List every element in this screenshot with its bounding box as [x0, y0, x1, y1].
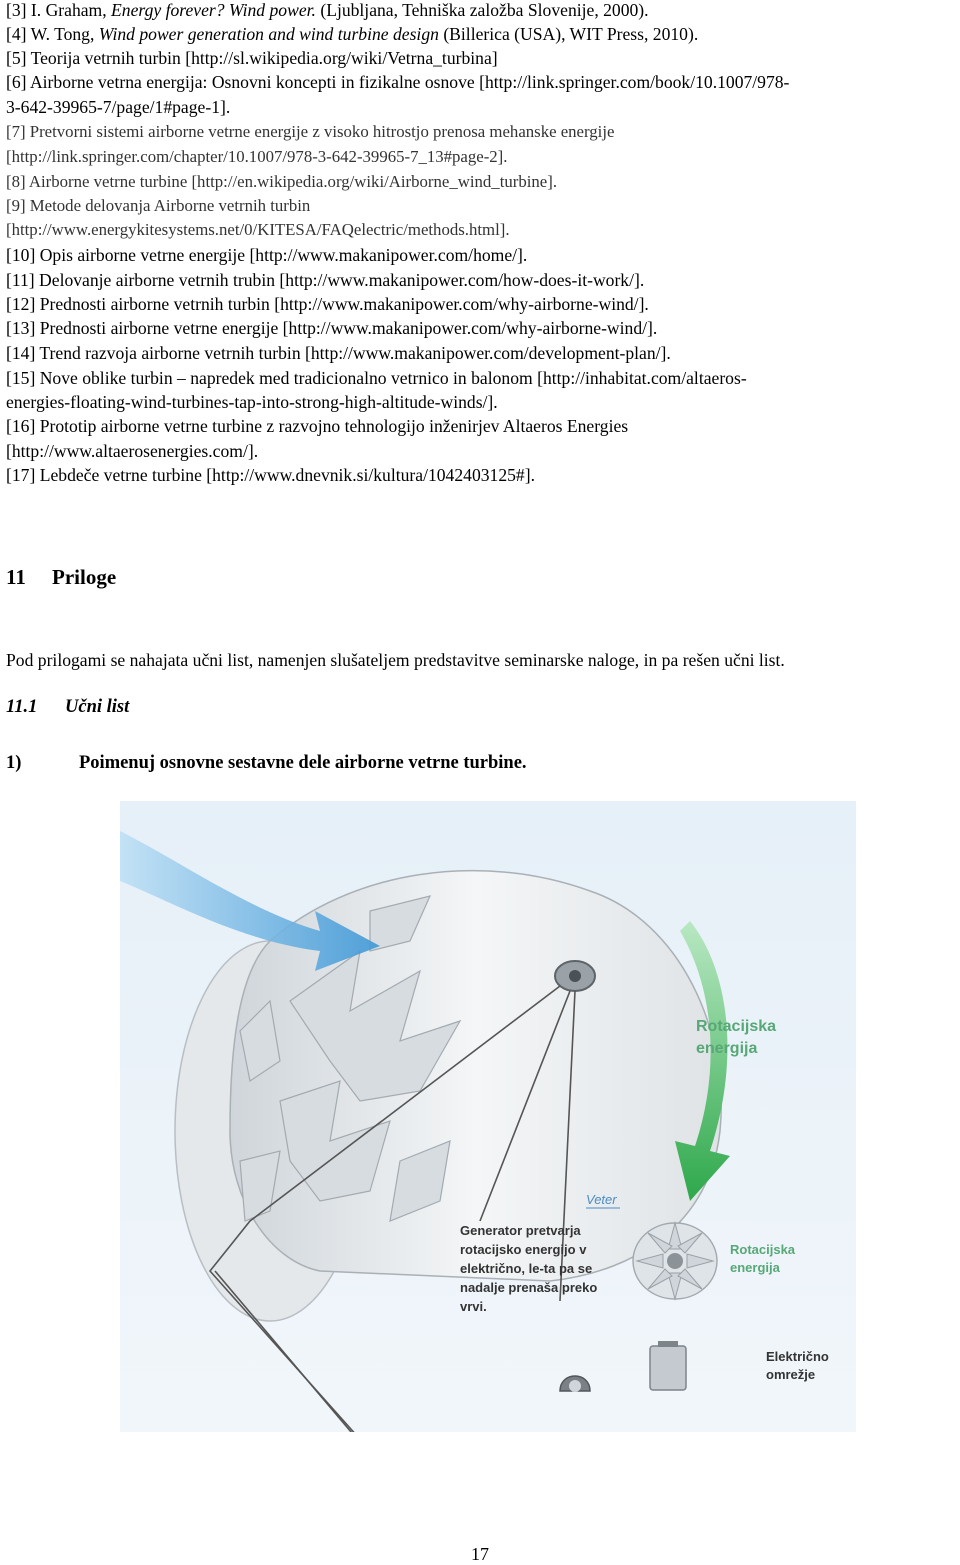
generator-text-line-1: Generator pretvarja: [460, 1223, 581, 1238]
electric-grid-label-1: Električno: [766, 1349, 829, 1364]
reference-6: [6] Airborne vetrna energija: Osnovni koncepti in fizikalne osnove [http://link.springer.com/book/10.1007/978-: [6, 72, 790, 92]
rotational-energy-small-label-1: Rotacijska: [730, 1242, 796, 1257]
reference-16-cont: [http://www.altaerosenergies.com/].: [6, 441, 259, 461]
reference-5: [5] Teorija vetrnih turbin [http://sl.wikipedia.org/wiki/Vetrna_turbina]: [6, 48, 498, 68]
reference-6-cont: 3-642-39965-7/page/1#page-1].: [6, 97, 231, 117]
battery-icon: [650, 1341, 686, 1390]
reference-9: [9] Metode delovanja Airborne vetrnih turbin: [6, 196, 311, 215]
generator-text-line-4: nadalje prenaša preko: [460, 1280, 598, 1295]
section-heading: 11 Priloge: [6, 565, 117, 589]
rotational-energy-label-1: Rotacijska: [696, 1018, 777, 1035]
reference-7: [7] Pretvorni sistemi airborne vetrne energije z visoko hitrostjo prenosa mehanske energije: [6, 122, 615, 141]
rotational-energy-label-2: energija: [696, 1040, 758, 1057]
reference-14: [14] Trend razvoja airborne vetrnih turbin [http://www.makanipower.com/development-plan/].: [6, 343, 671, 363]
generator-text-line-2: rotacijsko energijo v: [460, 1242, 587, 1257]
reference-17: [17] Lebdeče vetrne turbine [http://www.dnevnik.si/kultura/1042403125#].: [6, 465, 535, 485]
subsection-heading: 11.1 Učni list: [6, 697, 130, 717]
electric-grid-label-2: omrežje: [766, 1367, 816, 1382]
generator-text-line-5: vrvi.: [460, 1299, 487, 1314]
page-number: 17: [471, 1544, 489, 1564]
intro-paragraph: Pod prilogami se nahajata učni list, namenjen slušateljem predstavitve seminarske naloge, in pa rešen učni list.: [6, 650, 785, 670]
question-1: 1) Poimenuj osnovne sestavne dele airborne vetrne turbine.: [6, 753, 527, 773]
reference-11: [11] Delovanje airborne vetrnih trubin [http://www.makanipower.com/how-does-it-work/].: [6, 270, 645, 290]
reference-7-cont: [http://link.springer.com/chapter/10.1007/978-3-642-39965-7_13#page-2].: [6, 147, 508, 166]
reference-15: [15] Nove oblike turbin – napredek med tradicionalno vetrnico in balonom [http://inhabitat.com/altaeros-: [6, 368, 747, 388]
turbine-diagram-svg: [120, 801, 856, 1432]
reference-4: [4] W. Tong, Wind power generation and wind turbine design (Billerica (USA), WIT Press, 2010).: [6, 24, 699, 44]
wind-label: Veter: [586, 1192, 617, 1207]
generator-text-line-3: električno, le-ta pa se: [460, 1261, 593, 1276]
reference-15-cont: energies-floating-wind-turbines-tap-into-strong-high-altitude-winds/].: [6, 392, 498, 412]
reference-12: [12] Prednosti airborne vetrnih turbin [http://www.makanipower.com/why-airborne-wind/].: [6, 294, 649, 314]
reference-3: [3] I. Graham, Energy forever? Wind power. (Ljubljana, Tehniška založba Slovenije, 2000).: [6, 0, 649, 20]
turbine-illustration: [120, 801, 856, 1432]
rotational-energy-small-label-2: energija: [730, 1260, 780, 1275]
reference-10: [10] Opis airborne vetrne energije [http://www.makanipower.com/home/].: [6, 245, 528, 265]
generator-inset: [633, 1223, 717, 1299]
generator-hub-core: [569, 970, 581, 982]
reference-9-cont: [http://www.energykitesystems.net/0/KITESA/FAQelectric/methods.html].: [6, 220, 510, 239]
reference-13: [13] Prednosti airborne vetrne energije [http://www.makanipower.com/why-airborne-wind/].: [6, 318, 658, 338]
reference-16: [16] Prototip airborne vetrne turbine z razvojno tehnologijo inženirjev Altaeros Energies: [6, 416, 629, 436]
reference-8: [8] Airborne vetrne turbine [http://en.wikipedia.org/wiki/Airborne_wind_turbine].: [6, 172, 558, 191]
